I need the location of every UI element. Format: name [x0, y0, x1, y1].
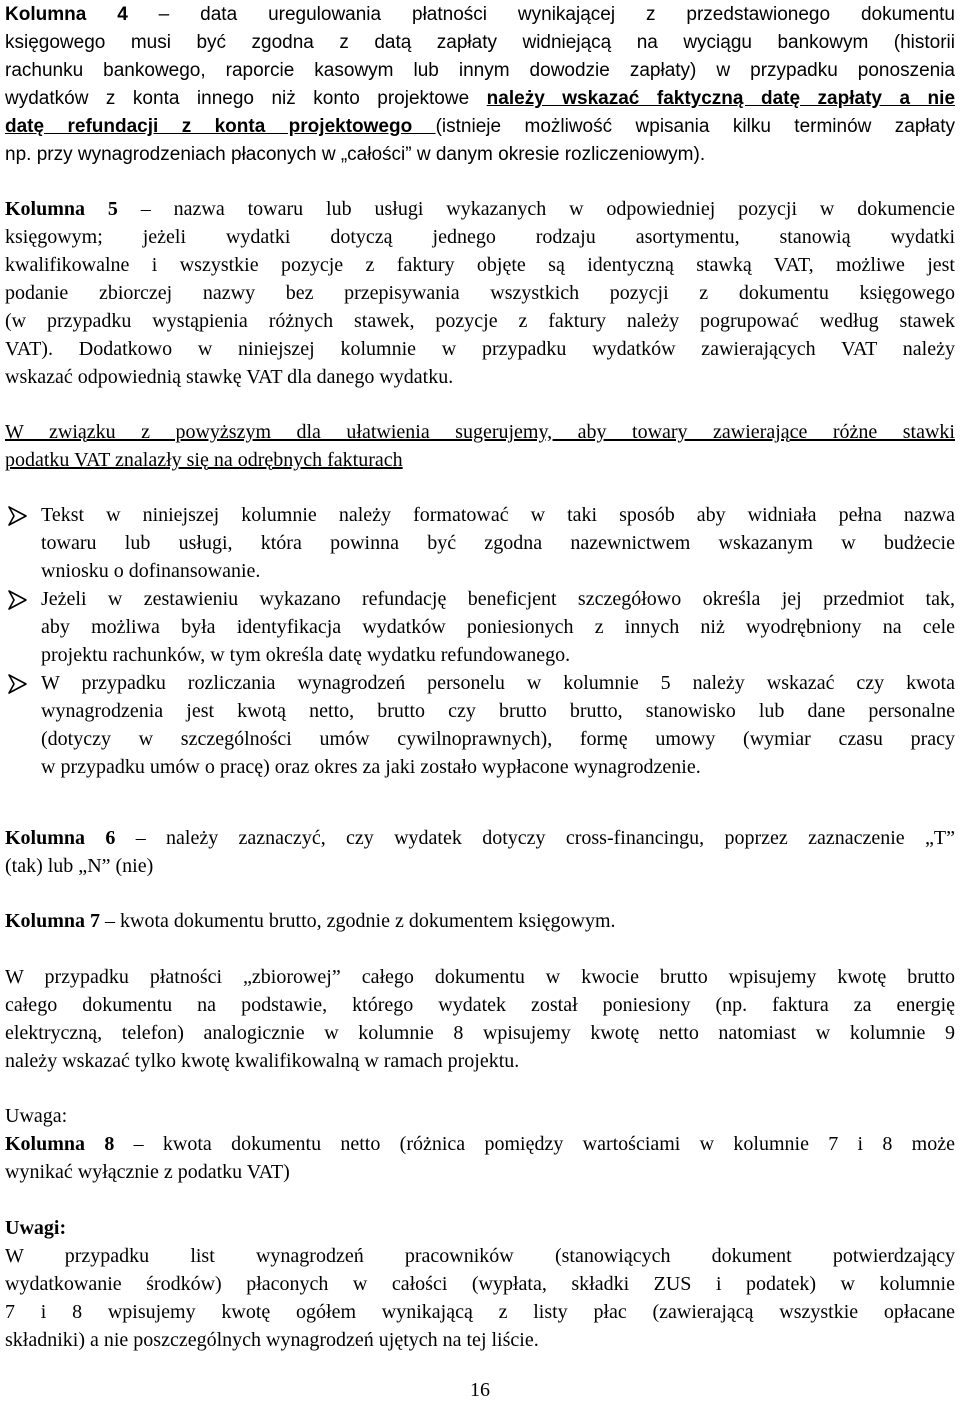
k5-line-6: VAT). Dodatkowo w niniejszej kolumnie w przypadku wydatków zawierających VAT należy	[5, 338, 955, 360]
arrow-bullet-icon	[5, 503, 31, 529]
payment-line-4: należy wskazać tylko kwotę kwalifikowalną w ramach projektu.	[5, 1050, 520, 1072]
bullet-3-line-1: W przypadku rozliczania wynagrodzeń personelu w kolumnie 5 należy wskazać czy kwota	[41, 672, 955, 694]
uwagi-line-4: składniki) a nie poszczególnych wynagrodzeń ujętych na tej liście.	[5, 1329, 539, 1351]
k5-line-5: (w przypadku wystąpienia różnych stawek, pozycje z faktury należy pogrupować według stawek	[5, 310, 955, 332]
k4-line-3: rachunku bankowego, raporcie kasowym lub innym dowodzie zapłaty) w przypadku ponoszenia	[5, 60, 955, 81]
k4-line-1: Kolumna 4 – data uregulowania płatności wynikającej z przedstawionego dokumentu	[5, 4, 955, 25]
k7-line-1: Kolumna 7 – kwota dokumentu brutto, zgodnie z dokumentem księgowym.	[5, 910, 616, 932]
page-number: 16	[470, 1379, 490, 1401]
k5-line-3: kwalifikowalne i wszystkie pozycje z faktury objęte są identyczną stawką VAT, możliwe jest	[5, 254, 955, 276]
kolumna-6-label: Kolumna 6	[5, 827, 116, 849]
k4-line-4: wydatków z konta innego niż konto projektowe należy wskazać faktyczną datę zapłaty a nie	[5, 88, 956, 109]
k5-line-1: Kolumna 5 – nazwa towaru lub usługi wykazanych w odpowiedniej pozycji w dokumencie	[5, 198, 955, 220]
bullet-2-line-2: aby możliwa była identyfikacja wydatków poniesionych z innych niż wyodrębniony na cele	[41, 616, 955, 638]
k4-line-6: np. przy wynagrodzeniach płaconych w „całości” w danym okresie rozliczeniowym).	[5, 144, 706, 165]
k5-line-7: wskazać odpowiednią stawkę VAT dla danego wydatku.	[5, 366, 454, 388]
payment-line-1: W przypadku płatności „zbiorowej” całego dokumentu w kwocie brutto wpisujemy kwotę brutto	[5, 966, 955, 988]
bullet-1-line-1: Tekst w niniejszej kolumnie należy formatować w taki sposób aby widniała pełna nazwa	[41, 504, 955, 526]
kolumna-7-label: Kolumna 7	[5, 910, 101, 932]
k4-emphasis-2: datę refundacji z konta projektowego	[5, 116, 436, 137]
kolumna-5-label: Kolumna 5	[5, 198, 118, 220]
bullet-1-line-2: towaru lub usługi, która powinna być zgodna nazewnictwem wskazanym w budżecie	[41, 532, 955, 554]
vat-note-line-2: podatku VAT znalazły się na odrębnych fakturach	[5, 449, 403, 471]
payment-line-2: całego dokumentu na podstawie, którego wydatek został poniesiony (np. faktura za energię	[5, 994, 955, 1016]
bullet-3-line-4: w przypadku umów o pracę) oraz okres za jaki zostało wypłacone wynagrodzenie.	[41, 756, 701, 778]
arrow-bullet-icon	[5, 671, 31, 697]
bullet-3-line-2: wynagrodzenia jest kwotą netto, brutto czy brutto brutto, stanowisko lub dane personalne	[41, 700, 955, 722]
arrow-bullet-icon	[5, 587, 31, 613]
k4-line-5: datę refundacji z konta projektowego (istnieje możliwość wpisania kilku terminów zapłaty	[5, 116, 955, 137]
bullet-2-line-1: Jeżeli w zestawieniu wykazano refundację beneficjent szczegółowo określa jej przedmiot tak,	[41, 588, 955, 610]
uwagi-line-1: W przypadku list wynagrodzeń pracowników (stanowiących dokument potwierdzający	[5, 1245, 955, 1267]
uwagi-heading: Uwagi:	[5, 1217, 67, 1239]
kolumna-8-line-2: wynikać wyłącznie z podatku VAT)	[5, 1161, 290, 1183]
payment-line-3: elektryczną, telefon) analogicznie w kolumnie 8 wpisujemy kwotę netto natomiast w kolumnie 9	[5, 1022, 955, 1044]
uwagi-line-2: wydatkowanie środków) płaconych w całości (wypłata, składki ZUS i podatek) w kolumnie	[5, 1273, 955, 1295]
vat-note-line-1: W związku z powyższym dla ułatwienia sugerujemy, aby towary zawierające różne stawki	[5, 421, 955, 443]
bullet-3-line-3: (dotyczy w szczególności umów cywilnoprawnych), formę umowy (wymiar czasu pracy	[41, 728, 955, 750]
k6-line-2: (tak) lub „N” (nie)	[5, 855, 154, 877]
k4-line-2: księgowego musi być zgodna z datą zapłaty widniejącą na wyciągu bankowym (historii	[5, 32, 955, 53]
k6-line-1: Kolumna 6 – należy zaznaczyć, czy wydatek dotyczy cross-financingu, poprzez zaznaczenie „T”	[5, 827, 955, 849]
uwagi-line-3: 7 i 8 wpisujemy kwotę ogółem wynikającą z listy płac (zawierającą wszystkie opłacane	[5, 1301, 955, 1323]
bullet-1-line-3: wniosku o dofinansowanie.	[41, 560, 261, 582]
uwaga-heading: Uwaga:	[5, 1105, 68, 1127]
k5-line-2: księgowym; jeżeli wydatki dotyczą jednego rodzaju asortymentu, stanowią wydatki	[5, 226, 955, 248]
k4-emphasis-1: należy wskazać faktyczną datę zapłaty a nie	[486, 88, 956, 109]
bullet-2-line-3: projektu rachunków, w tym określa datę wydatku refundowanego.	[41, 644, 571, 666]
kolumna-8-label: Kolumna 8	[5, 1133, 115, 1155]
kolumna-8-line-1: Kolumna 8 – kwota dokumentu netto (różnica pomiędzy wartościami w kolumnie 7 i 8 może	[5, 1133, 955, 1155]
k5-line-4: podanie zbiorczej nazwy bez przepisywania wszystkich pozycji z dokumentu księgowego	[5, 282, 955, 304]
kolumna-4-label: Kolumna 4	[5, 4, 128, 25]
